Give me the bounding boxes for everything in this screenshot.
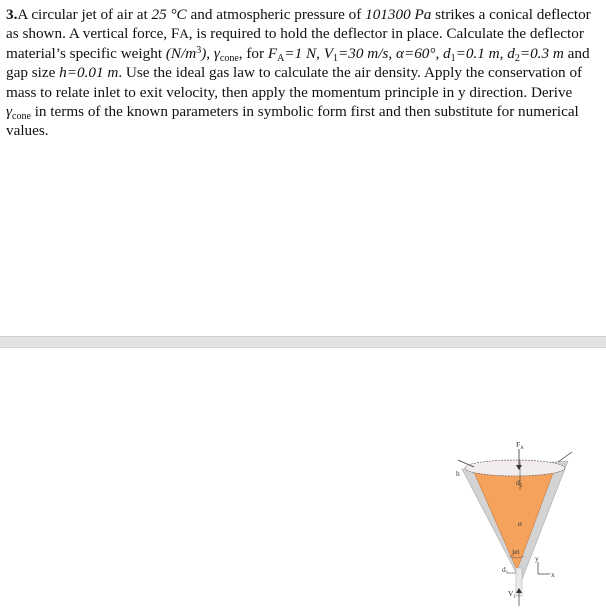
temperature-value: 25 °C (151, 6, 187, 23)
gamma-subscript: cone (219, 52, 239, 64)
d1-label: $d_1$ (502, 565, 509, 576)
problem-text (6, 5, 596, 141)
text-segment: in terms of the known parameters in symbolic form first and then substitute for numerical values. (6, 103, 579, 140)
problem-statement (6, 5, 596, 141)
problem-number: 3. (6, 6, 18, 23)
x-axis-label: x (551, 570, 555, 579)
d2-subscript: 2 (514, 52, 520, 64)
jet-label: jet (512, 547, 520, 556)
d1-subscript: 1 (450, 52, 456, 64)
fa-value: =1 N, V (284, 44, 334, 62)
pressure-value: 101300 Pa (365, 6, 432, 23)
v-subscript: 1 (333, 52, 339, 64)
deflector-diagram (450, 438, 606, 610)
alpha-value: α=60°, d (395, 44, 451, 62)
units: (N/m (165, 44, 197, 62)
gamma-subscript: cone (12, 111, 31, 123)
fa-subscript: A (277, 52, 285, 64)
fa-symbol: F (267, 44, 278, 62)
v1-label: $V_1$ (508, 589, 516, 600)
flow-arrow-right (558, 452, 572, 462)
fa-label: $F_A$ (516, 440, 524, 451)
text-segment: strikes a conical deflector as shown. A vertical force, F (6, 6, 591, 43)
text-segment: , is required to hold the deflector in place. Calculate the deflector material’s specific weight (6, 25, 584, 62)
deflector-figure (450, 438, 606, 610)
alpha-label: α (518, 519, 522, 528)
gamma-symbol: γ (213, 44, 220, 62)
text-segment: . Use the ideal gas law to calculate the air density. Apply the conservation of mass to relate inlet to exit velocity, then apply the momentum principle in y direction. Derive (6, 64, 583, 101)
force-subscript: A (179, 26, 189, 42)
h-label: h (456, 469, 460, 478)
units-exponent: 3 (196, 44, 202, 56)
d1-value: =0.1 m, d (455, 44, 515, 62)
text-segment: , for (238, 44, 268, 62)
text-segment: A circular jet of air at (17, 6, 152, 23)
units-end: ), (201, 44, 214, 62)
d2-label: $d_2$ (516, 478, 523, 489)
flow-arrow-left (458, 460, 474, 467)
y-axis-label: y (535, 554, 539, 563)
cone-top-ellipse (465, 460, 565, 476)
section-divider (0, 336, 606, 348)
gap-value: h=0.01 m (59, 64, 119, 82)
text-segment: and atmospheric pressure of (186, 6, 366, 23)
v-value: =30 m/s, (338, 44, 393, 62)
text-segment: and gap size (6, 44, 590, 82)
d2-value: =0.3 m (519, 44, 564, 62)
gamma-symbol: γ (6, 103, 12, 121)
